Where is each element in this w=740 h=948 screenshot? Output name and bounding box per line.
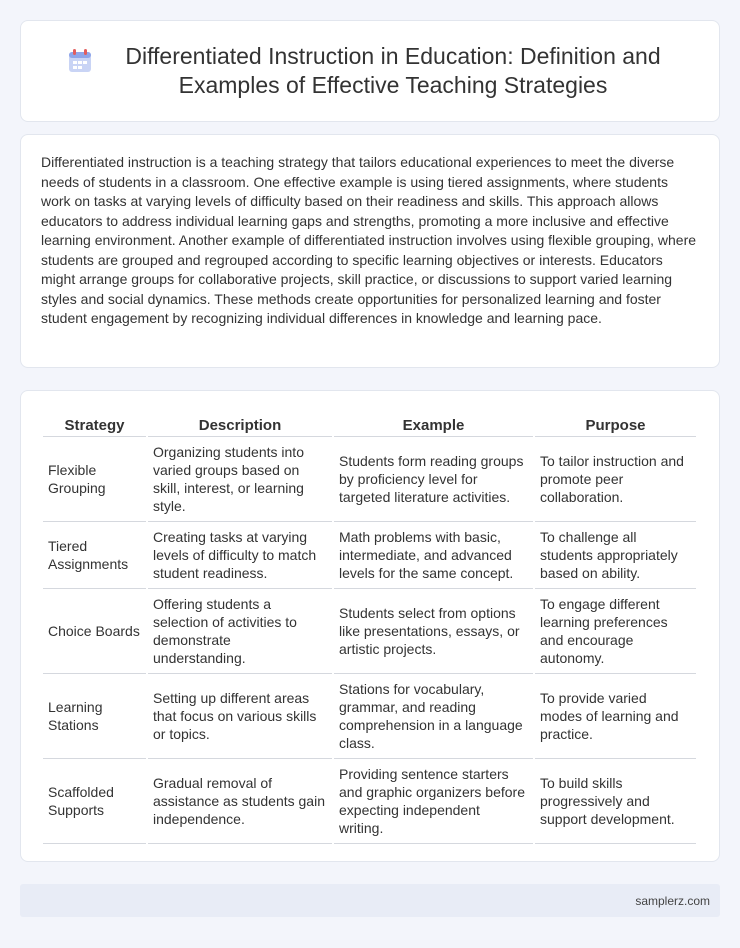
cell-strategy: Choice Boards [43, 589, 146, 674]
cell-strategy: Flexible Grouping [43, 437, 146, 522]
cell-purpose: To tailor instruction and promote peer collaboration. [535, 437, 696, 522]
header-strategy: Strategy [43, 411, 146, 437]
cell-purpose: To build skills progressively and support development. [535, 759, 696, 844]
header-description: Description [148, 411, 332, 437]
footer-site-link[interactable]: samplerz.com [635, 893, 710, 908]
cell-example: Students form reading groups by proficiency level for targeted literature activities. [334, 437, 533, 522]
cell-strategy: Learning Stations [43, 674, 146, 759]
intro-paragraph: Differentiated instruction is a teaching strategy that tailors educational experiences to meet the diverse needs of students in a classroom. One effective example is using tiered assignments, where students work on tasks at varying levels of difficulty based on their readiness and skills. This approach allows educators to address individual learning gaps and strengths, promoting a more inclusive and effective learning environment. Another example of differentiated instruction involves using flexible grouping, where students are grouped and regrouped according to specific learning objectives or interests. Educators might arrange groups for collaborative projects, skill practice, or discussions to support varied learning styles and social dynamics. These methods create opportunities for personalized learning and foster student engagement by recognizing individual differences in knowledge and learning pace. [41, 154, 697, 326]
cell-strategy: Tiered Assignments [43, 522, 146, 589]
calendar-icon [67, 48, 93, 74]
footer [20, 884, 720, 917]
page-title: Differentiated Instruction in Education: Definition and Examples of Effective Teaching Strategies [125, 43, 661, 98]
cell-description: Organizing students into varied groups based on skill, interest, or learning style. [148, 437, 332, 522]
cell-description: Gradual removal of assistance as students gain independence. [148, 759, 332, 844]
cell-strategy: Scaffolded Supports [43, 759, 146, 844]
table-card [20, 390, 720, 862]
table-row [43, 589, 696, 674]
strategies-table [41, 411, 698, 844]
cell-example: Stations for vocabulary, grammar, and reading comprehension in a language class. [334, 674, 533, 759]
cell-description: Creating tasks at varying levels of difficulty to match student readiness. [148, 522, 332, 589]
table-row [43, 759, 696, 844]
intro-card [20, 134, 720, 368]
header-purpose: Purpose [535, 411, 696, 437]
title-card [20, 20, 720, 122]
cell-example: Providing sentence starters and graphic organizers before expecting independent writing. [334, 759, 533, 844]
table-row [43, 437, 696, 522]
table-header-row [43, 411, 696, 437]
cell-example: Math problems with basic, intermediate, and advanced levels for the same concept. [334, 522, 533, 589]
header-example: Example [334, 411, 533, 437]
cell-purpose: To provide varied modes of learning and practice. [535, 674, 696, 759]
cell-description: Setting up different areas that focus on various skills or topics. [148, 674, 332, 759]
table-row [43, 522, 696, 589]
table-row [43, 674, 696, 759]
cell-example: Students select from options like presentations, essays, or artistic projects. [334, 589, 533, 674]
cell-purpose: To engage different learning preferences and encourage autonomy. [535, 589, 696, 674]
cell-description: Offering students a selection of activities to demonstrate understanding. [148, 589, 332, 674]
cell-purpose: To challenge all students appropriately based on ability. [535, 522, 696, 589]
